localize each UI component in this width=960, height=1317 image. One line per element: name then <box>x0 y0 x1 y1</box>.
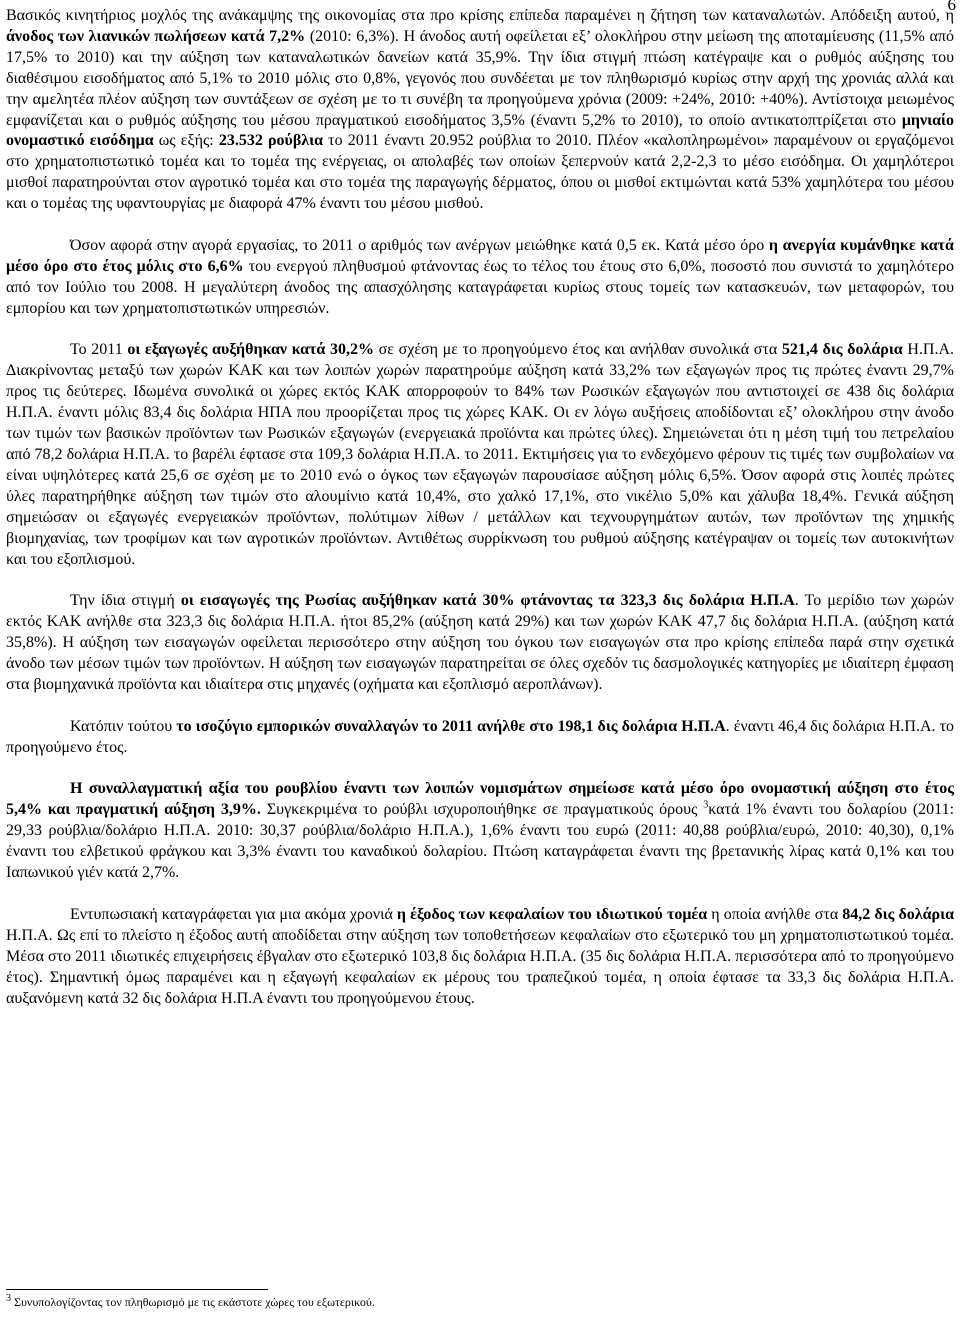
text-run: Η.Π.Α. Διακρίνοντας μεταξύ των χωρών ΚΑΚ και των λοιπών χωρών παρατηρούμε αύξηση κατά 33,2% των εξαγωγών προς τις πρώτες έναντι 29,7% προς τις δεύτερες. Ιδωμένα συνολικά οι χώρες εκτός ΚΑΚ απορροφούν το 84% των Ρωσικών εξαγωγών που αντιστοιχεί σε 438 δις δολάρια Η.Π.Α. έναντι μόλις 83,4 δις δολάρια ΗΠΑ που προορίζεται προς τις χώρες ΚΑΚ. Οι εν λόγω αυξήσεις αποδίδονται εξ’ ολοκλήρου στην άνοδο των τιμών των βασικών προϊόντων των Ρωσικών εξαγωγών (ενεργειακά προϊόντα και πρώτες ύλες). Σημειώνεται ότι η μέση τιμή του πετρελαίου από 78,2 δολάρια Η.Π.Α. το βαρέλι έφτασε στα 109,3 δολάρια Η.Π.Α. το 2011. Εκτιμήσεις για το ενδεχόμενο φέρουν τις τιμές των συμβολαίων να είναι υψηλότερες κατά 25,6 σε σχέση με το 2010 ενώ ο όγκος των εξαγωγών παρουσίασε αύξηση μόλις 6,5%. Όσον αφορά στις λοιπές πρώτες ύλες παρατηρήθηκε αύξηση των τιμών στο αλουμίνιο κατά 10,4%, στο χαλκό 17,1%, στο νικέλιο 5,0% και χάλυβα 18,4%. Γενικά αύξηση σημειώσαν οι εξαγωγές ενεργειακών προϊόντων, πολύτιμων λίθων / μετάλλων και τεχνουργημάτων αυτών, των προϊόντων της χημικής βιομηχανίας, των τροφίμων και των αγροτικών προϊόντων. Αντιθέτως συρρίκνωση του ρυθμού αύξησης κατέγραψαν οι τομείς των αυτοκινήτων και του εξοπλισμού. <box>6 341 955 568</box>
bold-run: 521,4 δις δολάρια <box>781 341 903 359</box>
paragraph-gap <box>6 884 954 905</box>
paragraph-gap <box>6 759 954 780</box>
text-run: του ενεργού πληθυσμού φτάνοντας έως το τέλος του έτους στο 6,0%, ποσοστό που συνιστά το χαμηλότερο από τον Ιούλιο του 2008. Η μεγαλύτερη άνοδος της απασχόλησης καταγράφεται κυρίως στους τομείς των κατασκευών, των μεταφορών, του εμπορίου και των χρηματοπιστωτικών υπηρεσιών. <box>6 257 954 317</box>
bold-run: οι εισαγωγές της Ρωσίας αυξήθηκαν κατά 30% φτάνοντας τα 323,3 δις δολάρια Η.Π.Α <box>180 592 795 610</box>
bold-run: η ανεργία κυμάνθηκε κατά μέσο όρο στο έτος μόλις στο 6,6% <box>6 236 954 275</box>
paragraph-labour-market <box>6 236 954 320</box>
paragraph-exchange-rate <box>6 779 954 884</box>
bold-run: 23.532 ρούβλια <box>218 132 324 150</box>
paragraph-capital-outflow <box>6 905 954 1010</box>
paragraph-trade-balance <box>6 717 954 759</box>
text-run: Η.Π.Α. Ως επί το πλείστο η έξοδος αυτή αποδίδεται στην αύξηση των τοποθετήσεων κεφαλαίων στο εξωτερικό του μη χρηματοπιστωτικού τομέα. Μέσα στο 2011 ιδιωτικές επιχειρήσεις έβγαλαν στο εξωτερικό 103,8 δις δολάρια Η.Π.Α. (35 δις δολάρια Η.Π.Α. περισσότερα από το προηγούμενο έτος). Σημαντική όμως παραμένει και η εξαγωγή κεφαλαίων εκ μέρους του τραπεζικού τομέα, η οποία έφτασε τα 33,3 δις δολάρια Η.Π.Α. αυξανόμενη κατά 32 δις δολάρια Η.Π.Α έναντι του προηγούμενου έτους. <box>6 926 954 1007</box>
footnote-separator <box>6 1289 268 1290</box>
paragraph-gap <box>6 320 954 341</box>
text-run: Συγκεκριμένα το ρούβλι ισχυροποιήθηκε σε πραγματικούς όρους <box>260 801 704 819</box>
paragraph-consumer-demand <box>6 6 954 215</box>
paragraph-gap <box>6 215 954 236</box>
bold-run: 84,2 δις δολάρια <box>842 905 955 923</box>
paragraph-gap <box>6 570 954 591</box>
text-run: σε σχέση με το προηγούμενο έτος και ανήλθαν συνολικά στα <box>373 341 782 359</box>
footnote-mark: 3 <box>6 1293 11 1304</box>
text-run: Κατόπιν τούτου <box>70 717 177 735</box>
text-run: (2010: 6,3%). Η άνοδος αυτή οφείλεται εξ’ ολοκλήρου στην μείωση της αποταμίευσης (11,5% από 17,5% το 2010) και την αύξηση των καταναλωτικών δανείων κατά 35,9%. Την ίδια στιγμή πτώση κατέγραψε και ο ρυθμός αύξησης του διαθέσιμου εισοδήματος από 5,1% το 2010 μόλις στο 0,8%, γεγονός που συνδέεται με τον πληθωρισμό κυρίως στην αρχή της χρονιάς αλλά και την αμελητέα πλέον αύξηση των συντάξεων σε σχέση με το τι συνέβη τα προηγούμενα χρόνια (2009: +24%, 2010: +40%). Αντίστοιχα μειωμένος εμφανίζεται και ο ρυθμός αύξησης του μέσου πραγματικού εισοδήματος 3,5% (έναντι 5,2% το 2010), το οποίο αντικατοπτρίζεται στο <box>6 27 955 129</box>
text-run: Εντυπωσιακή καταγράφεται για μια ακόμα χρονιά <box>70 905 397 923</box>
text-run: Το 2011 <box>70 341 128 359</box>
document-body <box>6 6 954 1009</box>
text-run: η οποία ανήλθε στα <box>707 905 843 923</box>
text-run: . Το μερίδιο των χωρών εκτός ΚΑΚ ανήλθε στα 323,3 δις δολάρια Η.Π.Α. ήτοι 85,2% (αύξηση κατά 29%) και των χωρών ΚΑΚ 47,7 δις δολάρια Η.Π.Α. (αύξηση κατά 35,8%). Η αύξηση των εισαγωγών οφείλεται περισσότερο στην αύξηση του όγκου των εισαγωγών στα προ κρίσης επίπεδα παρά στην σχετικά άνοδο των μέσων τιμών των προϊόντων. Η αύξηση των εισαγωγών παρατηρείται σε όλες σχεδόν τις δασμολογικές κατηγορίες με ιδιαίτερη έμφαση στα βιομηχανικά προϊόντα και ιδιαίτερα στις μηχανές (οχήματα και εξοπλισμό αεροπλάνων). <box>6 592 955 693</box>
paragraph-gap <box>6 696 954 717</box>
text-run: ως εξής: <box>153 132 219 150</box>
text-run: το 2011 έναντι 20.952 ρούβλια το 2010. Πλέον «καλοπληρωμένοι» παραμένουν οι εργαζόμενοι στο χρηματοπιστωτικό τομέα και το τομέα της ενέργειας, οι απολαβές των οποίων ξεπερνούν κατά 2,2-2,3 το μέσο εισόδημα. Οι χαμηλότεροι μισθοί παρατηρούνται στον αγροτικό τομέα και στο τομέα της παραγωγής δέρματος, όπου οι μισθοί εκτιμώνται κατά 53% χαμηλότερα του μέσου και ο τομέας της υφαντουργίας με διαφορά 47% έναντι του μέσου μισθού. <box>6 132 955 213</box>
text-run: κατά 1% έναντι του δολαρίου (2011: 29,33 ρούβλια/δολάριο Η.Π.Α. 2010: 30,37 ρούβλια/δολάριο Η.Π.Α.), 1,6% έναντι του ευρώ (2011: 40,88 ρούβλια/ευρώ, 2010: 40,30), 0,1% έναντι του ελβετικού φράγκου και 3,3% έναντι του καναδικού δολαρίου. Πτώση καταγράφεται έναντι της βρετανικής λίρας κατά 0,1% και του Ιαπωνικού γιέν κατά 2,7%. <box>6 801 955 882</box>
text-run: Την ίδια στιγμή <box>70 592 181 610</box>
page-number: 6 <box>947 0 956 14</box>
footnote <box>6 1295 375 1310</box>
bold-run: μηνιαίο ονομαστικό εισόδημα <box>6 111 954 150</box>
paragraph-exports <box>6 340 954 570</box>
footnote-reference[interactable]: 3 <box>703 800 709 812</box>
text-run: Όσον αφορά στην αγορά εργασίας, το 2011 ο αριθμός των ανέργων μειώθηκε κατά 0,5 εκ. Κατά μέσο όρο <box>70 236 769 254</box>
text-run: Βασικός κινητήριος μοχλός της ανάκαμψης της οικονομίας στα προ κρίσης επίπεδα παραμένει η ζήτηση των καταναλωτών. Απόδειξη αυτού, η <box>6 7 954 24</box>
footnote-text: Συνυπολογίζοντας τον πληθωρισμό με τις εκάστοτε χώρες του εξωτερικού. <box>11 1295 375 1309</box>
bold-run: Η συναλλαγματική αξία του ρουβλίου έναντι των λοιπών νομισμάτων σημείωσε κατά μέσο όρο ονομαστική αύξηση στο έτος 5,4% και πραγματική αύξηση 3,9%. <box>6 780 954 819</box>
bold-run: άνοδος των λιανικών πωλήσεων κατά 7,2% <box>6 27 306 45</box>
text-run: . έναντι 46,4 δις δολάρια Η.Π.Α. το προηγούμενο έτος. <box>6 717 954 756</box>
paragraph-imports <box>6 591 954 696</box>
bold-run: οι εξαγωγές αυξήθηκαν κατά 30,2% <box>127 341 374 359</box>
bold-run: η έξοδος των κεφαλαίων του ιδιωτικού τομέα <box>396 905 708 923</box>
bold-run: το ισοζύγιο εμπορικών συναλλαγών το 2011 ανήλθε στο 198,1 δις δολάρια Η.Π.Α <box>176 717 726 735</box>
